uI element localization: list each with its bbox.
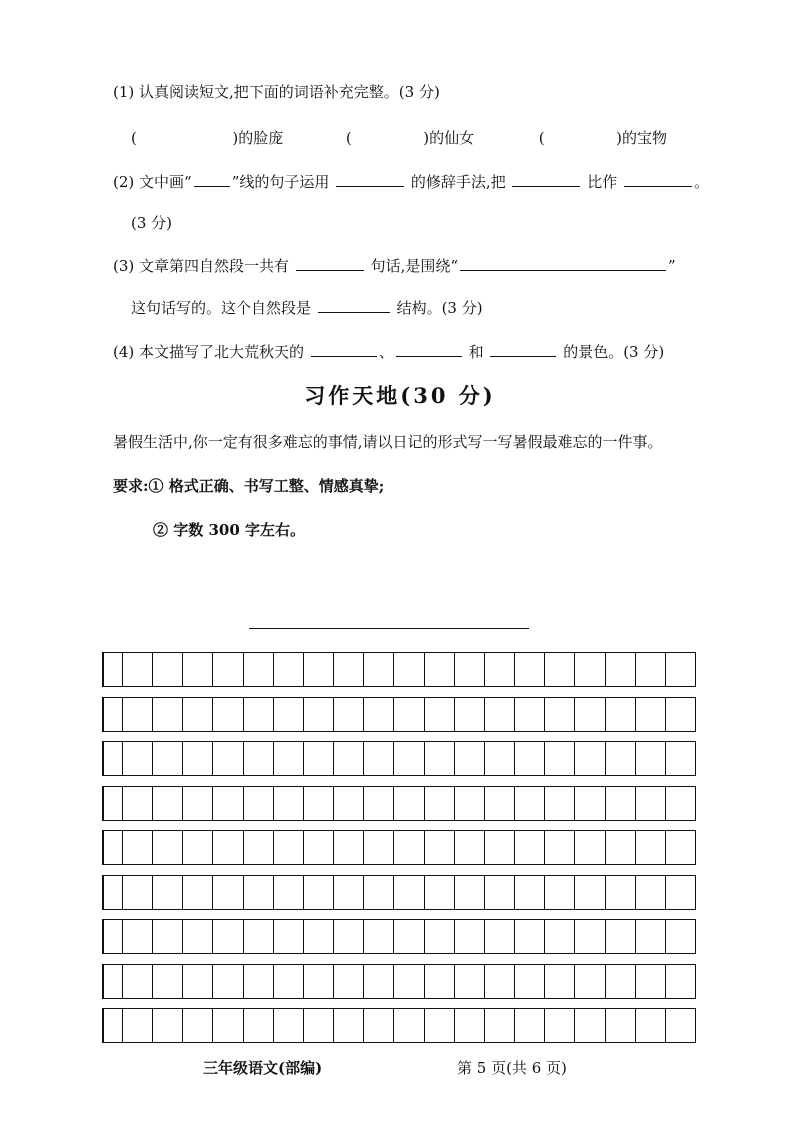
grid-cell[interactable]	[393, 742, 423, 775]
grid-cell[interactable]	[182, 965, 212, 998]
grid-cell[interactable]	[363, 920, 393, 953]
grid-cell[interactable]	[243, 653, 273, 686]
grid-cell[interactable]	[574, 831, 604, 864]
grid-cell[interactable]	[363, 653, 393, 686]
grid-cell[interactable]	[273, 653, 303, 686]
grid-row	[102, 741, 696, 776]
grid-row	[102, 697, 696, 732]
grid-cell[interactable]	[243, 920, 273, 953]
grid-cell[interactable]	[544, 653, 574, 686]
q2-text-4: 比作	[587, 173, 618, 191]
grid-cell[interactable]	[514, 1009, 544, 1042]
grid-cell[interactable]	[363, 742, 393, 775]
grid-cell[interactable]	[393, 920, 423, 953]
grid-cell[interactable]	[514, 920, 544, 953]
question-3-line-2	[131, 298, 483, 318]
grid-cell[interactable]	[544, 831, 574, 864]
grid-cell[interactable]	[544, 698, 574, 731]
grid-cell[interactable]	[303, 787, 333, 820]
grid-cell[interactable]	[333, 831, 363, 864]
grid-row	[102, 1008, 696, 1043]
grid-cell[interactable]	[605, 698, 635, 731]
grid-cell[interactable]	[635, 1009, 665, 1042]
grid-cell[interactable]	[393, 1009, 423, 1042]
q3-text-1: (3) 文章第四自然段一共有	[113, 257, 290, 275]
composition-requirement-2: ② 字数 300 字左右。	[153, 521, 305, 539]
grid-cell[interactable]	[303, 876, 333, 909]
grid-cell[interactable]	[635, 653, 665, 686]
grid-cell[interactable]	[333, 787, 363, 820]
grid-cell[interactable]	[665, 965, 695, 998]
grid-cell[interactable]	[273, 1009, 303, 1042]
grid-cell[interactable]	[333, 1009, 363, 1042]
grid-cell[interactable]	[484, 742, 514, 775]
grid-cell[interactable]	[104, 1009, 122, 1042]
grid-cell[interactable]	[273, 876, 303, 909]
grid-cell[interactable]	[243, 1009, 273, 1042]
grid-cell[interactable]	[212, 876, 242, 909]
grid-cell[interactable]	[182, 698, 212, 731]
grid-cell[interactable]	[454, 653, 484, 686]
grid-cell[interactable]	[665, 698, 695, 731]
grid-cell[interactable]	[212, 698, 242, 731]
grid-cell[interactable]	[454, 920, 484, 953]
grid-cell[interactable]	[484, 1009, 514, 1042]
q4-text-1: (4) 本文描写了北大荒秋天的	[113, 343, 305, 361]
grid-cell[interactable]	[424, 787, 454, 820]
grid-cell[interactable]	[212, 920, 242, 953]
q4-text-3: 和	[468, 343, 484, 361]
grid-cell[interactable]	[273, 742, 303, 775]
grid-cell[interactable]	[303, 698, 333, 731]
grid-cell[interactable]	[424, 698, 454, 731]
grid-cell[interactable]	[243, 742, 273, 775]
grid-cell[interactable]	[605, 787, 635, 820]
grid-cell[interactable]	[303, 920, 333, 953]
grid-cell[interactable]	[333, 876, 363, 909]
grid-cell[interactable]	[104, 653, 122, 686]
grid-cell[interactable]	[363, 831, 393, 864]
grid-cell[interactable]	[393, 787, 423, 820]
grid-cell[interactable]	[122, 1009, 152, 1042]
grid-cell[interactable]	[333, 742, 363, 775]
grid-cell[interactable]	[303, 742, 333, 775]
grid-cell[interactable]	[574, 653, 604, 686]
grid-cell[interactable]	[544, 876, 574, 909]
footer-page-number: 第 5 页(共 6 页)	[457, 1059, 567, 1077]
composition-title-line[interactable]	[249, 628, 529, 629]
grid-cell[interactable]	[152, 742, 182, 775]
grid-cell[interactable]	[122, 698, 152, 731]
grid-cell[interactable]	[273, 920, 303, 953]
grid-cell[interactable]	[303, 831, 333, 864]
grid-cell[interactable]	[484, 965, 514, 998]
grid-cell[interactable]	[363, 876, 393, 909]
grid-row	[102, 875, 696, 910]
grid-cell[interactable]	[122, 920, 152, 953]
grid-cell[interactable]	[273, 831, 303, 864]
grid-cell[interactable]	[182, 920, 212, 953]
grid-cell[interactable]	[635, 698, 665, 731]
q2-text-2: ”线的句子运用	[231, 173, 330, 191]
composition-heading: 习作天地(30 分)	[304, 383, 496, 408]
grid-cell[interactable]	[665, 831, 695, 864]
q3-text-5: 结构。(3 分)	[396, 299, 483, 317]
q3-blank-structure[interactable]	[318, 298, 390, 313]
grid-cell[interactable]	[454, 965, 484, 998]
writing-grid[interactable]	[102, 652, 696, 1053]
grid-cell[interactable]	[514, 831, 544, 864]
grid-cell[interactable]	[333, 653, 363, 686]
grid-cell[interactable]	[333, 965, 363, 998]
blank-1-suffix: )的脸庞	[232, 129, 284, 147]
grid-cell[interactable]	[182, 876, 212, 909]
grid-cell[interactable]	[393, 698, 423, 731]
grid-cell[interactable]	[424, 965, 454, 998]
grid-cell[interactable]	[122, 787, 152, 820]
grid-cell[interactable]	[104, 787, 122, 820]
grid-cell[interactable]	[122, 876, 152, 909]
grid-cell[interactable]	[152, 698, 182, 731]
grid-cell[interactable]	[104, 965, 122, 998]
grid-cell[interactable]	[212, 1009, 242, 1042]
q4-blank-2[interactable]	[396, 342, 462, 357]
grid-cell[interactable]	[544, 965, 574, 998]
grid-cell[interactable]	[484, 876, 514, 909]
grid-cell[interactable]	[635, 965, 665, 998]
grid-cell[interactable]	[454, 876, 484, 909]
composition-prompt: 暑假生活中,你一定有很多难忘的事情,请以日记的形式写一写暑假最难忘的一件事。	[113, 433, 663, 451]
composition-requirement-1: 要求:① 格式正确、书写工整、情感真挚;	[113, 477, 385, 495]
q3-text-3: ”	[668, 257, 676, 275]
paren-open-1: (	[131, 129, 137, 147]
q2-blank-rhetoric[interactable]	[336, 172, 404, 187]
grid-cell[interactable]	[243, 831, 273, 864]
paren-open-2: (	[345, 129, 352, 147]
q2-blank-subject[interactable]	[512, 172, 580, 187]
grid-cell[interactable]	[424, 876, 454, 909]
grid-cell[interactable]	[363, 1009, 393, 1042]
grid-cell[interactable]	[665, 920, 695, 953]
grid-cell[interactable]	[484, 831, 514, 864]
grid-cell[interactable]	[243, 965, 273, 998]
grid-cell[interactable]	[514, 787, 544, 820]
grid-cell[interactable]	[514, 653, 544, 686]
grid-cell[interactable]	[544, 787, 574, 820]
q3-text-4: 这句话写的。这个自然段是	[131, 299, 312, 317]
grid-cell[interactable]	[243, 698, 273, 731]
question-1-label: (1) 认真阅读短文,把下面的词语补充完整。(3 分)	[113, 83, 440, 101]
grid-row	[102, 830, 696, 865]
grid-cell[interactable]	[104, 831, 122, 864]
grid-cell[interactable]	[484, 653, 514, 686]
question-2-score: (3 分)	[131, 214, 173, 232]
grid-cell[interactable]	[514, 876, 544, 909]
grid-cell[interactable]	[393, 876, 423, 909]
grid-cell[interactable]	[104, 876, 122, 909]
grid-cell[interactable]	[514, 965, 544, 998]
grid-cell[interactable]	[665, 787, 695, 820]
q2-text-3: 的修辞手法,把	[410, 173, 506, 191]
grid-cell[interactable]	[152, 1009, 182, 1042]
grid-cell[interactable]	[605, 742, 635, 775]
grid-cell[interactable]	[605, 653, 635, 686]
grid-row	[102, 964, 696, 999]
grid-cell[interactable]	[665, 1009, 695, 1042]
grid-cell[interactable]	[454, 742, 484, 775]
grid-cell[interactable]	[544, 1009, 574, 1042]
grid-cell[interactable]	[544, 920, 574, 953]
grid-cell[interactable]	[635, 831, 665, 864]
grid-cell[interactable]	[574, 965, 604, 998]
grid-cell[interactable]	[212, 965, 242, 998]
grid-cell[interactable]	[212, 831, 242, 864]
grid-cell[interactable]	[363, 965, 393, 998]
grid-cell[interactable]	[273, 698, 303, 731]
grid-cell[interactable]	[243, 876, 273, 909]
grid-cell[interactable]	[454, 787, 484, 820]
grid-cell[interactable]	[605, 876, 635, 909]
grid-cell[interactable]	[122, 965, 152, 998]
grid-cell[interactable]	[104, 698, 122, 731]
q4-blank-1[interactable]	[311, 342, 377, 357]
grid-cell[interactable]	[243, 787, 273, 820]
grid-cell[interactable]	[484, 698, 514, 731]
grid-cell[interactable]	[484, 920, 514, 953]
grid-cell[interactable]	[393, 965, 423, 998]
grid-cell[interactable]	[363, 787, 393, 820]
grid-row	[102, 919, 696, 954]
grid-cell[interactable]	[574, 742, 604, 775]
grid-row	[102, 786, 696, 821]
grid-cell[interactable]	[182, 1009, 212, 1042]
grid-cell[interactable]	[152, 876, 182, 909]
q3-blank-topic-sentence[interactable]	[460, 256, 666, 271]
grid-cell[interactable]	[182, 742, 212, 775]
grid-cell[interactable]	[122, 831, 152, 864]
grid-cell[interactable]	[635, 876, 665, 909]
grid-cell[interactable]	[574, 1009, 604, 1042]
q2-blank-object[interactable]	[624, 172, 692, 187]
grid-cell[interactable]	[303, 965, 333, 998]
grid-cell[interactable]	[122, 742, 152, 775]
grid-cell[interactable]	[424, 831, 454, 864]
grid-cell[interactable]	[574, 876, 604, 909]
grid-cell[interactable]	[635, 742, 665, 775]
footer-subject: 三年级语文(部编)	[203, 1059, 323, 1077]
grid-cell[interactable]	[212, 787, 242, 820]
q3-blank-count[interactable]	[296, 256, 364, 271]
grid-cell[interactable]	[104, 920, 122, 953]
question-1-blanks	[131, 128, 691, 148]
grid-cell[interactable]	[454, 831, 484, 864]
grid-cell[interactable]	[605, 1009, 635, 1042]
grid-cell[interactable]	[665, 742, 695, 775]
grid-cell[interactable]	[635, 787, 665, 820]
grid-cell[interactable]	[665, 876, 695, 909]
grid-cell[interactable]	[152, 653, 182, 686]
q4-text-4: 的景色。(3 分)	[563, 343, 665, 361]
blank-2-suffix: )的仙女	[423, 129, 475, 147]
grid-cell[interactable]	[424, 1009, 454, 1042]
grid-cell[interactable]	[182, 831, 212, 864]
grid-cell[interactable]	[333, 698, 363, 731]
q3-text-2: 句话,是围绕“	[370, 257, 459, 275]
grid-cell[interactable]	[273, 787, 303, 820]
grid-cell[interactable]	[122, 653, 152, 686]
q4-blank-3[interactable]	[490, 342, 556, 357]
grid-cell[interactable]	[574, 787, 604, 820]
question-4	[113, 342, 664, 362]
grid-cell[interactable]	[605, 831, 635, 864]
q2-text-1: (2) 文中画“	[113, 173, 192, 191]
grid-cell[interactable]	[273, 965, 303, 998]
q2-text-5: 。	[694, 173, 710, 191]
q4-text-2: 、	[378, 343, 394, 361]
grid-cell[interactable]	[424, 920, 454, 953]
question-2	[113, 172, 709, 192]
grid-cell[interactable]	[393, 653, 423, 686]
grid-cell[interactable]	[212, 653, 242, 686]
grid-cell[interactable]	[665, 653, 695, 686]
grid-cell[interactable]	[303, 653, 333, 686]
q2-blank-line-style[interactable]	[194, 172, 230, 187]
grid-cell[interactable]	[152, 787, 182, 820]
grid-cell[interactable]	[635, 920, 665, 953]
grid-cell[interactable]	[363, 698, 393, 731]
grid-cell[interactable]	[182, 787, 212, 820]
grid-cell[interactable]	[152, 965, 182, 998]
grid-cell[interactable]	[574, 698, 604, 731]
grid-cell[interactable]	[333, 920, 363, 953]
grid-cell[interactable]	[393, 831, 423, 864]
grid-cell[interactable]	[303, 1009, 333, 1042]
grid-cell[interactable]	[424, 742, 454, 775]
grid-cell[interactable]	[544, 742, 574, 775]
grid-cell[interactable]	[424, 653, 454, 686]
grid-cell[interactable]	[514, 698, 544, 731]
grid-cell[interactable]	[152, 831, 182, 864]
question-3-line-1	[113, 256, 676, 276]
grid-cell[interactable]	[514, 742, 544, 775]
grid-cell[interactable]	[605, 965, 635, 998]
grid-cell[interactable]	[212, 742, 242, 775]
grid-row	[102, 652, 696, 687]
grid-cell[interactable]	[605, 920, 635, 953]
grid-cell[interactable]	[104, 742, 122, 775]
grid-cell[interactable]	[454, 698, 484, 731]
grid-cell[interactable]	[484, 787, 514, 820]
blank-3-suffix: )的宝物	[616, 129, 667, 147]
grid-cell[interactable]	[574, 920, 604, 953]
paren-open-3: (	[538, 129, 545, 147]
grid-cell[interactable]	[182, 653, 212, 686]
grid-cell[interactable]	[454, 1009, 484, 1042]
grid-cell[interactable]	[152, 920, 182, 953]
